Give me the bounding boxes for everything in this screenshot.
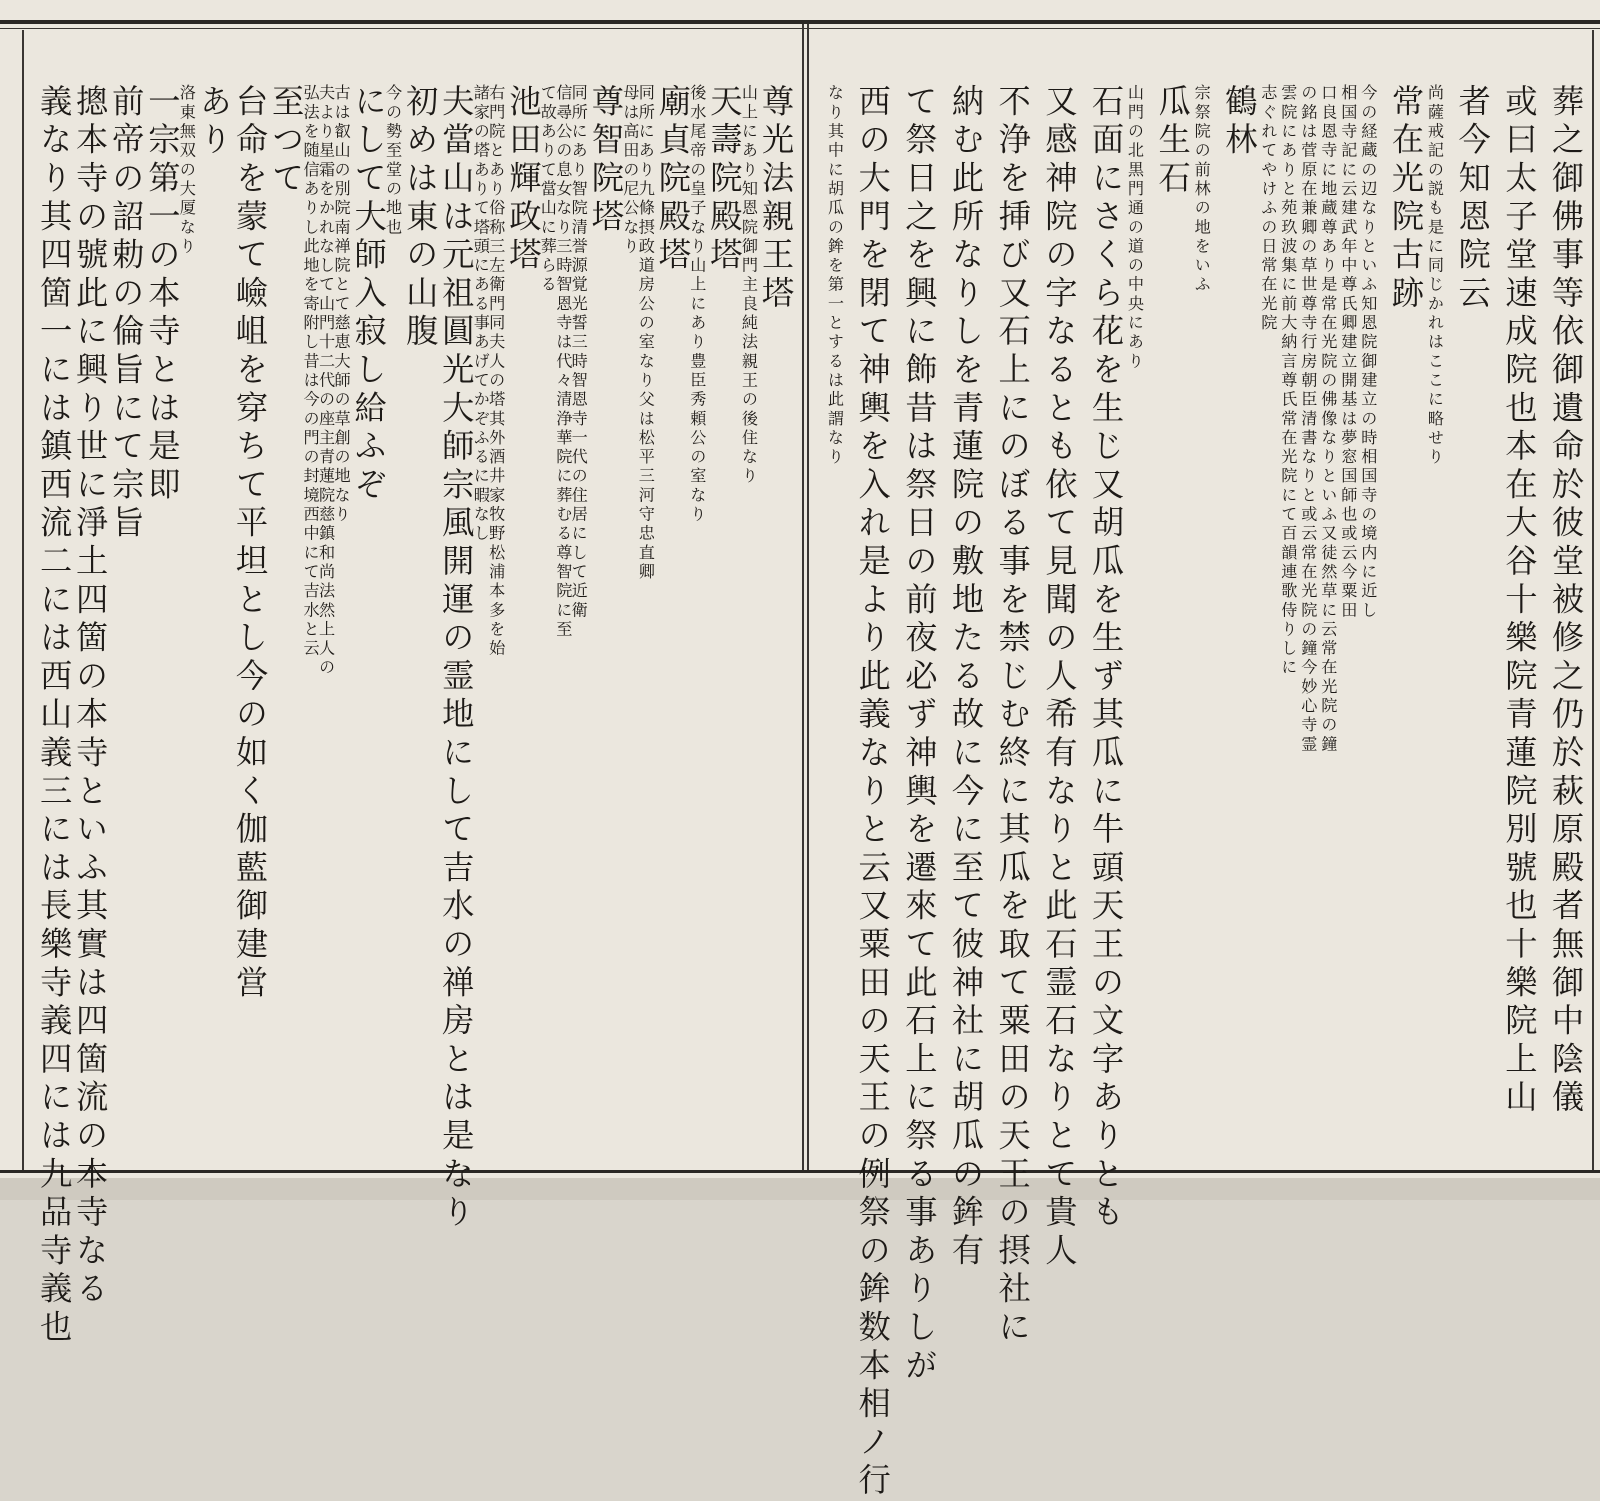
right-page-column-main: 者今知恩院云 [1453,84,1492,314]
left-page-column-main: 廟貞院殿塔 [653,84,692,276]
left-page-column-sub: 今の勢至堂の地也 [383,84,403,238]
top-border-rule [0,20,1600,24]
top-border-rule-inner [0,28,1600,29]
left-page-column-main: 摠本寺の號此に興り世に淨土四箇の本寺といふ其實は四箇流の本寺なる [71,84,110,1310]
left-page-column-main: あり [194,84,233,161]
left-page-column-sub: 弘法を随信ありし此地を寄附し昔は今の門の封境西中にて吉水と云 [300,84,320,659]
left-page-column-main: にして大師入寂し給ふぞ [349,84,388,506]
left-page-column-sub: 諸家の塔ありて塔頭にある事あげてかぞふるに暇なし [470,84,490,544]
right-page-column-sub: 口良恩寺に地蔵尊あり是常在光院の佛像なりといふ又徒然草に云常在光院の鐘 [1318,84,1338,755]
left-page-column-sub: 後水尾帝の皇子なり山上にあり豊臣秀頼公の室なり [687,84,707,525]
right-page-column-sub: 宗祭院の前林の地をいふ [1191,84,1211,295]
left-page-column-main: 池田輝政塔 [504,84,543,276]
left-page-column-main: 尊光法親王塔 [757,84,795,314]
right-page-column-main: 葬之御佛事等依御遺命於彼堂被修之仍於萩原殿者無御中陰儀 [1547,84,1585,1119]
left-page-column-sub: 母は高田の尼公なり [620,84,640,257]
right-page-column-sub: 尚薩戒記の説も是に同じかれはここに略せり [1425,84,1444,467]
right-page-column-main: 西の大門を閉て神輿を入れ是より此義なりと云又粟田の天王の例祭の鉾数本相ノ行 [853,84,892,1501]
left-page-column-main: 尊智院塔 [586,84,625,238]
left-page-column-main: 至つて [267,84,306,199]
left-page-column-main: 天壽院殿塔 [705,84,744,276]
right-page-column-sub: 今の経蔵の辺なりといふ知恩院御建立の時相国寺の境内に近し [1358,84,1378,621]
left-page-column-sub: 右門院とあり俗称三左衛門同夫人の塔其外酒井家牧野松浦本多を始 [486,84,506,659]
left-page-column-sub: 夫より星霜をかれなして山門十二代の座主青蓮院慈鎮和尚法然上人の [316,84,336,678]
left-page-column-main: 前帝の詔勅の倫旨にて宗旨 [107,84,146,544]
left-page-column-sub: 同所にあり九條摂政道房公の室なり父は松平三河守忠直卿 [635,84,655,582]
right-page-column-sub: 雲院にありと苑玖波集に前大納言尊氏常在光院にて百韻連歌侍りしに [1278,84,1298,678]
right-page-column-main: 不浄を挿び又石上にのぼる事を禁じむ終に其瓜を取て粟田の天王の摂社に [993,84,1032,1348]
left-page-column-main: 一宗第一の本寺とは是即 [143,84,182,506]
left-page-column-main: 夫當山は元祖圓光大師宗風開運の霊地にして吉水の禅房とは是なり [437,84,476,1233]
right-page-column-main: 瓜生石 [1153,84,1192,199]
bottom-border-rule [0,1170,1600,1173]
right-page [818,44,1588,1501]
left-page-column-sub: 古は叡山の別院南禅院とて慈恵大師の草創の地なり [331,84,351,525]
right-page-column-sub: 山門の北黒門通の道の中央にあり [1125,84,1144,372]
right-page-column-main: 或曰太子堂速成院也本在大谷十樂院青蓮院別號也十樂院上山 [1500,84,1539,1119]
left-page-column-sub: 同所にあり智院清誉源覚光誓三時智恩寺一代の住居にして近衛 [568,84,588,621]
right-page-column-main: 常在光院古跡 [1387,84,1425,314]
right-page-column-sub: 志ぐれてやけふの日常在光院 [1258,84,1278,333]
left-page-column-main: 義なり其四箇一には鎮西流二には西山義三には長樂寺義四には九品寺義也 [35,84,74,1348]
right-page-frame [1592,30,1594,1170]
left-page-column-main: 初めは東の山腹 [401,84,440,353]
right-page-column-main: 鶴林 [1220,84,1259,161]
left-page-column-sub: 洛東無双の大厦なり [176,84,196,257]
left-page-column-sub: て故ありて當山に葬らる [537,84,557,295]
left-page-column-sub: 山上にあり知恩院御門主良純法親王の後住なり [738,84,758,487]
right-page-column-main: 納む此所なりしを青蓮院の敷地たる故に今に至て彼神社に胡瓜の鉾有 [947,84,985,1272]
right-page-column-main: 石面にさくら花を生じ又胡瓜を生ず其瓜に牛頭天王の文字ありとも [1087,84,1125,1233]
right-page-column-sub: の銘は菅原在兼卿の草世尊寺行房朝臣清書なりと或云常在光院の鐘今妙心寺霊 [1298,84,1318,755]
right-page-column-sub: 相国寺記に云建武年中尊氏卿建立開基は夢窓国師也或云今粟田 [1338,84,1358,621]
right-page-column-sub: なり其中に胡瓜の鉾を第一とするは此謂なり [825,84,844,467]
left-page [30,44,798,1348]
left-page-frame [22,30,24,1170]
book-gutter [802,24,809,1172]
right-page-column-main: 又感神院の字なるとも依て見聞の人希有なりと此石霊石なりとて貴人 [1040,84,1079,1272]
left-page-column-sub: 信尋公の息女なり三時智恩寺は代々清浄華院に葬むる尊智院に至 [553,84,573,640]
page-edge-strip [0,1178,1600,1200]
left-page-column-main: 台命を蒙て嶮岨を穿ちて平坦とし今の如く伽藍御建営 [231,84,270,1004]
right-page-column-main: て祭日之を興に飾昔は祭日の前夜必ず神輿を遷來て此石上に祭る事ありしが [900,84,939,1387]
